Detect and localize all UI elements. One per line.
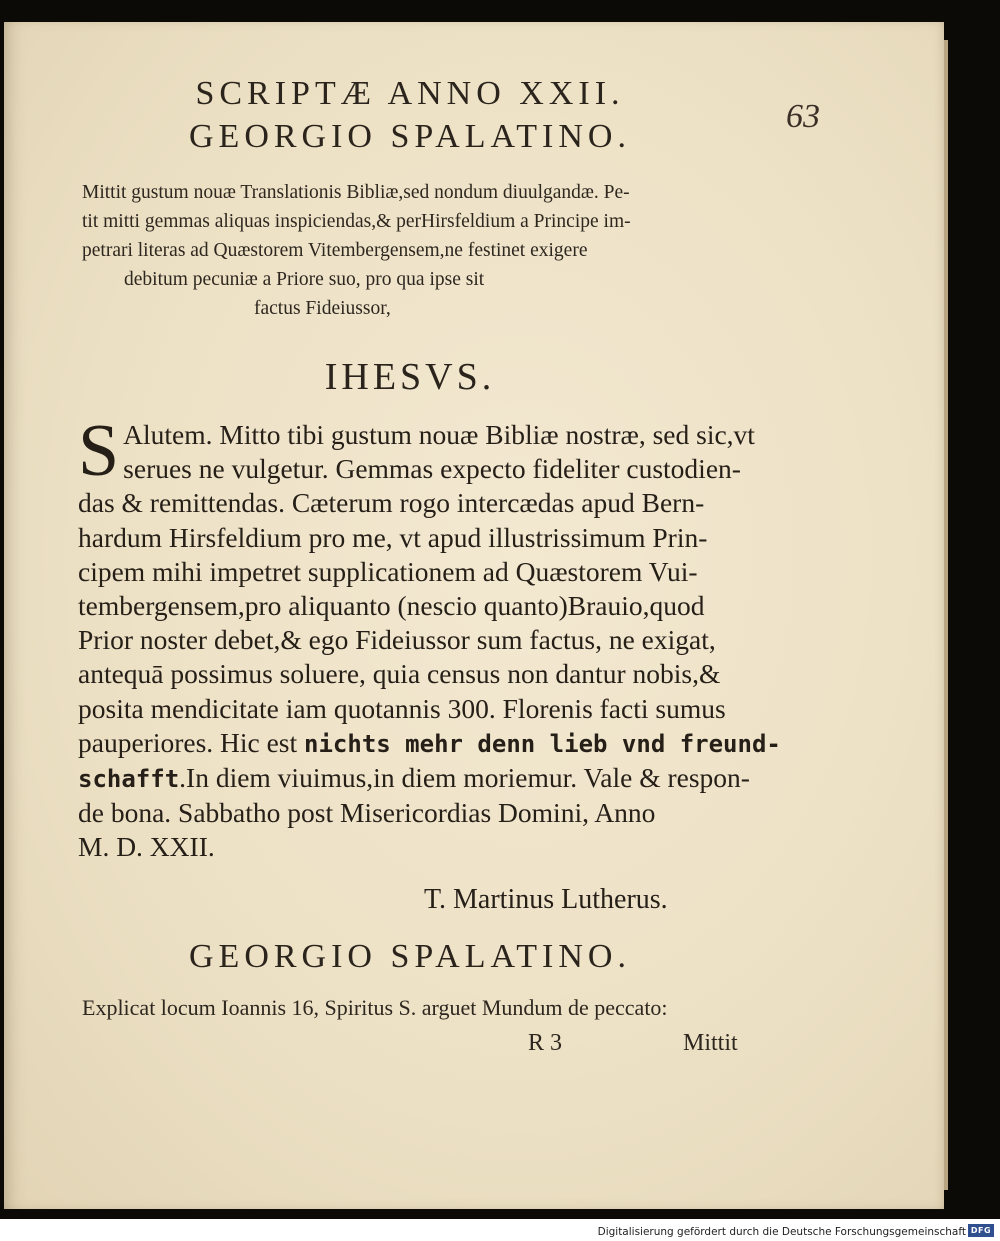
- dfg-logo[interactable]: DFG: [968, 1224, 994, 1237]
- body-line: tembergensem,pro aliquanto (nescio quanto)Brauio,quod: [78, 590, 705, 622]
- page-edge: [944, 40, 948, 1190]
- body-line: de bona. Sabbatho post Misericordias Domini, Anno: [78, 797, 656, 829]
- body-line: das & remittendas. Cæterum rogo intercædas apud Bern-: [78, 487, 705, 519]
- signature-mark: R 3: [528, 1030, 563, 1056]
- summary-line: debitum pecuniæ a Priore suo, pro qua ipse sit: [124, 269, 485, 290]
- drop-cap: S: [78, 410, 120, 492]
- body-line: Alutem. Mitto tibi gustum nouæ Bibliæ nostræ, sed sic,vt: [123, 419, 755, 450]
- heading-georgio-spalatino: GEORGIO SPALATINO.: [189, 118, 631, 155]
- body-text-roman: .In diem viuimus,in diem moriemur. Vale & respon-: [179, 762, 750, 794]
- body-line: cipem mihi impetret supplicationem ad Quæstorem Vui-: [78, 555, 698, 587]
- body-line: antequā possimus soluere, quia census non dantur nobis,&: [78, 658, 721, 690]
- body-line: [78, 726, 781, 761]
- digitization-credit: Digitalisierung gefördert durch die Deutsche Forschungsgemeinschaft: [597, 1226, 966, 1238]
- summary-line: petrari literas ad Quæstorem Vitembergensem,ne festinet exigere: [82, 240, 588, 261]
- invocation-ihesus: IHESVS.: [324, 356, 496, 398]
- body-line: serues ne vulgetur. Gemmas expecto fideliter custodien-: [123, 453, 741, 485]
- summary-line: Mittit gustum nouæ Translationis Bibliæ,sed nondum diuulgandæ. Pe-: [82, 182, 630, 203]
- next-letter-summary: Explicat locum Ioannis 16, Spiritus S. arguet Mundum de peccato:: [82, 995, 668, 1020]
- catchword: Mittit: [683, 1030, 738, 1056]
- body-text-roman: pauperiores. Hic est: [78, 726, 305, 758]
- body-line: posita mendicitate iam quotannis 300. Florenis facti sumus: [78, 692, 726, 724]
- folio-number: 63: [786, 98, 820, 135]
- body-line: Prior noster debet,& ego Fideiussor sum factus, ne exigat,: [78, 624, 716, 656]
- body-line: [78, 761, 750, 796]
- body-text-gothic: schafft: [78, 765, 180, 794]
- letter-summary: [82, 178, 742, 323]
- summary-line: factus Fideiussor,: [254, 298, 391, 319]
- signature-luther: T. Martinus Lutherus.: [424, 884, 668, 915]
- heading-scriptae-anno: SCRIPTÆ ANNO XXII.: [195, 75, 625, 112]
- heading-next-letter: GEORGIO SPALATINO.: [189, 938, 631, 975]
- body-text-gothic: nichts mehr denn lieb vnd freund-: [304, 729, 781, 758]
- body-line: hardum Hirsfeldium pro me, vt apud illustrissimum Prin-: [78, 521, 708, 553]
- body-line: M. D. XXII.: [78, 831, 215, 863]
- summary-line: tit mitti gemmas aliquas inspiciendas,& perHirsfeldium a Principe im-: [82, 211, 631, 232]
- letter-body: [78, 410, 781, 865]
